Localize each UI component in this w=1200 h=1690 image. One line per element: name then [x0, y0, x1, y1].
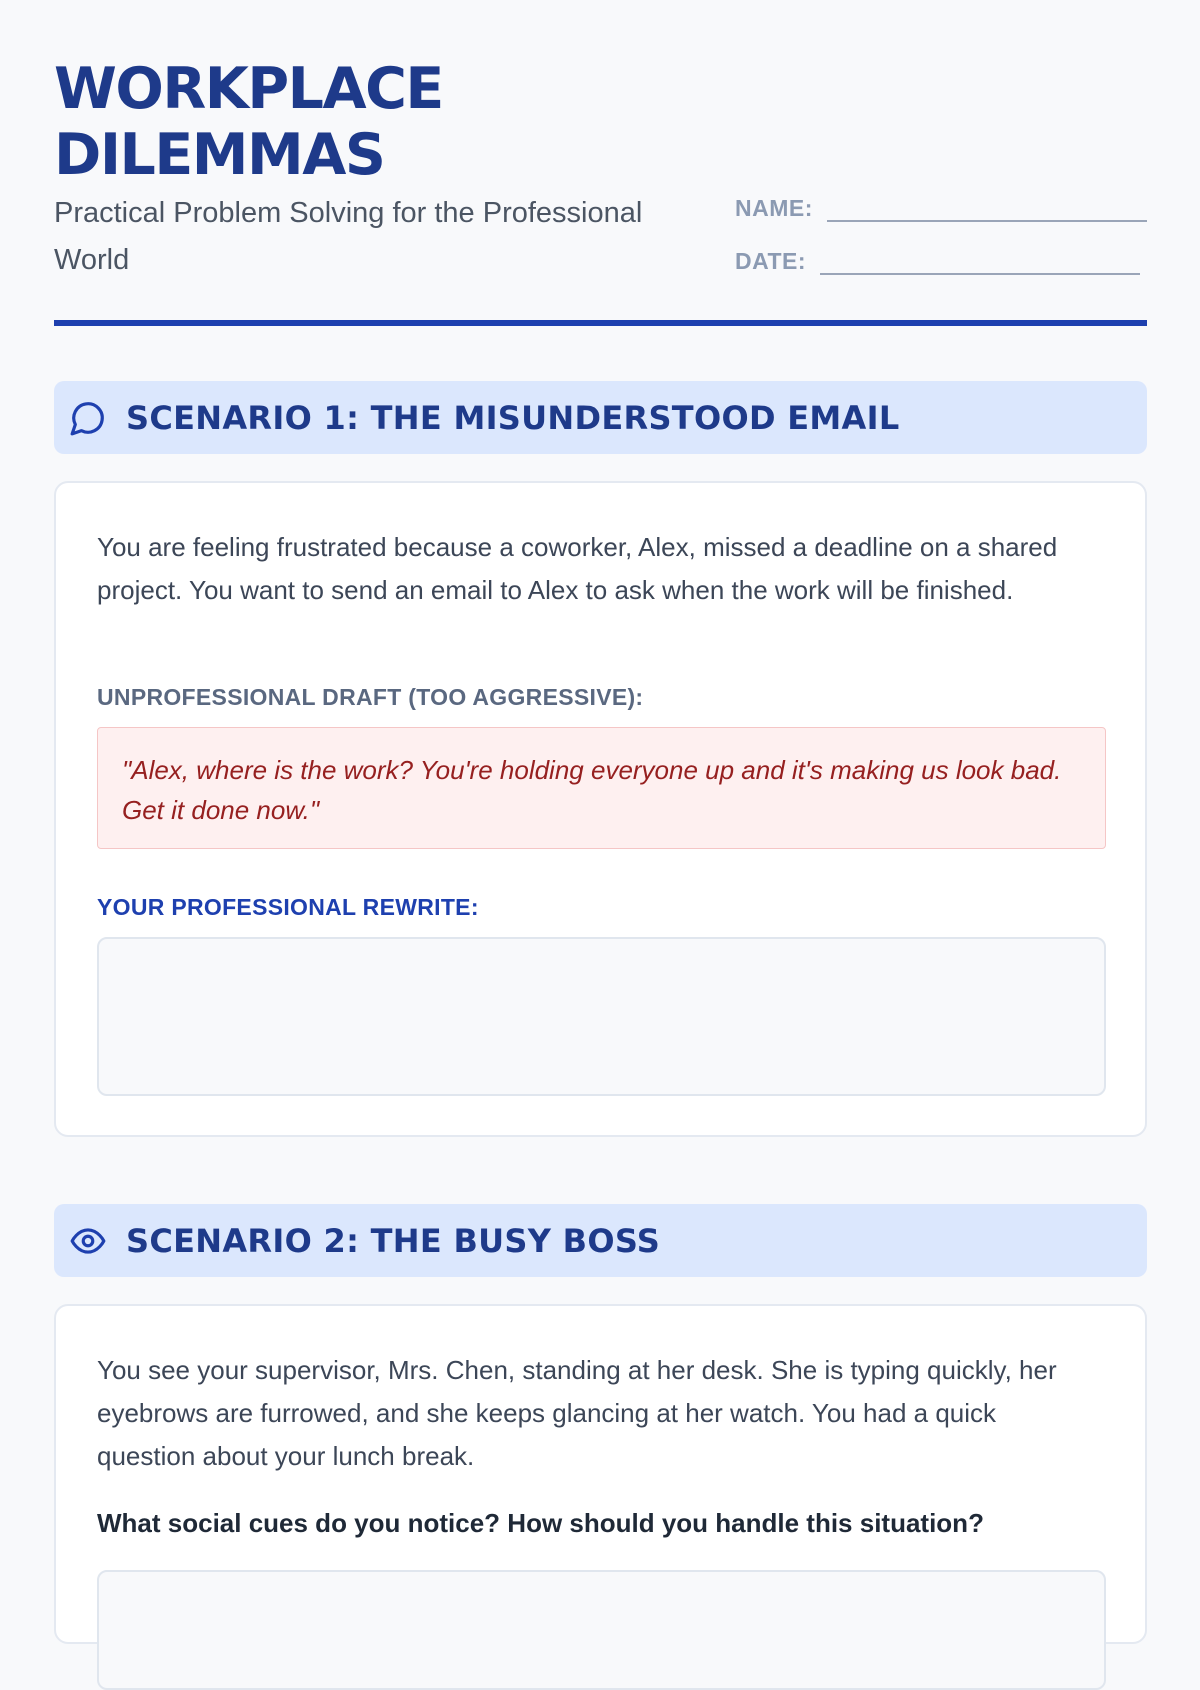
- date-label: DATE:: [735, 248, 807, 274]
- rewrite-answer-box[interactable]: [97, 937, 1106, 1096]
- chat-bubble-icon: [68, 398, 108, 438]
- scenario-2-title: SCENARIO 2: THE BUSY BOSS: [126, 1221, 661, 1260]
- date-field[interactable]: [820, 243, 1140, 275]
- worksheet-page: [54, 0, 1147, 1538]
- name-label: NAME:: [735, 195, 813, 221]
- name-field-row: [735, 190, 1147, 222]
- unprofessional-draft: "Alex, where is the work? You're holding everyone up and it's making us look bad. Get it done now.": [97, 727, 1106, 849]
- scenario-1-description: You are feeling frustrated because a coworker, Alex, missed a deadline on a shared project. You want to send an email to Alex to ask when the work will be finished.: [97, 532, 1058, 605]
- header-divider: [54, 320, 1147, 326]
- page-subtitle: Practical Problem Solving for the Professional World: [54, 197, 643, 276]
- scenario-2-answer-box[interactable]: [97, 1570, 1106, 1690]
- eye-icon: [68, 1221, 108, 1261]
- page-title: [54, 56, 574, 188]
- name-field[interactable]: [827, 190, 1147, 222]
- rewrite-label: YOUR PROFESSIONAL REWRITE:: [97, 894, 479, 920]
- scenario-2-question: What social cues do you notice? How should you handle this situation?: [97, 1508, 984, 1538]
- scenario-2-description: You see your supervisor, Mrs. Chen, standing at her desk. She is typing quickly, her eyebrows are furrowed, and she keeps glancing at her watch. You had a quick question about your lunch break.: [97, 1355, 1057, 1471]
- draft-label: UNPROFESSIONAL DRAFT (TOO AGGRESSIVE):: [97, 684, 644, 710]
- scenario-2-header: [54, 1204, 1147, 1277]
- title-line-2: DILEMMAS: [54, 122, 385, 188]
- scenario-2-card: [54, 1304, 1147, 1644]
- title-line-1: WORKPLACE: [54, 56, 443, 122]
- scenario-1-card: [54, 481, 1147, 1137]
- date-field-row: [735, 243, 1140, 275]
- scenario-1-header: [54, 381, 1147, 454]
- worksheet-header: [54, 0, 1147, 330]
- scenario-1-title: SCENARIO 1: THE MISUNDERSTOOD EMAIL: [126, 398, 900, 437]
